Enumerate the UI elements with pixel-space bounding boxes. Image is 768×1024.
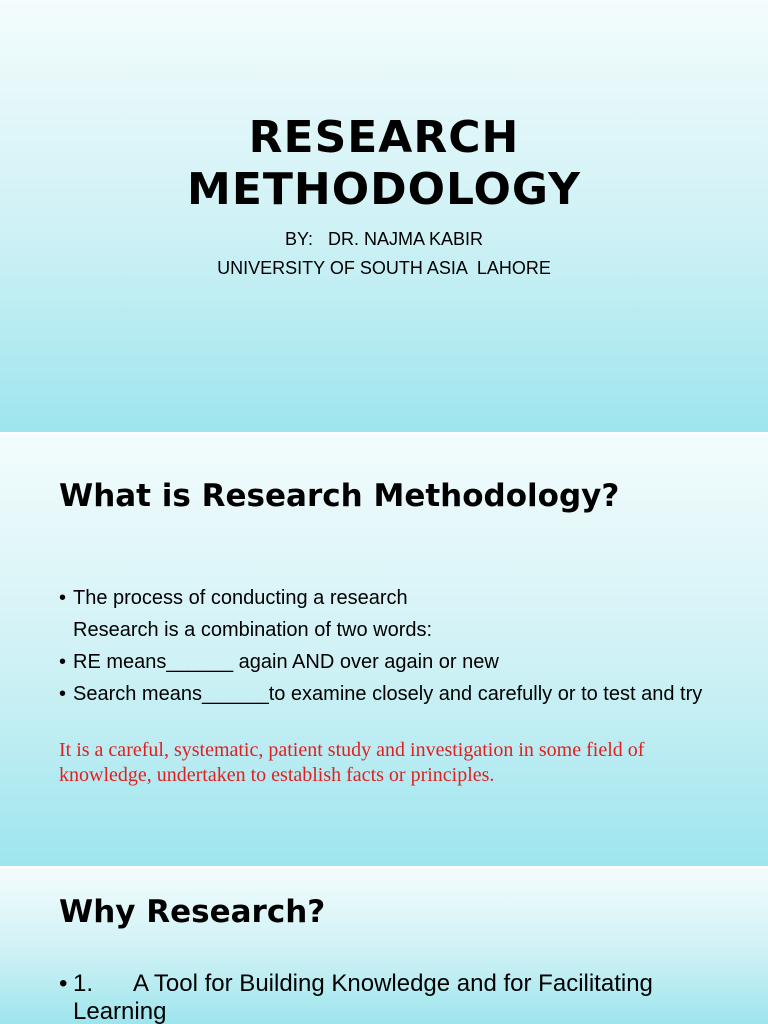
list-item [59,970,719,1024]
slide-heading: Why Research? [59,894,326,930]
bullet-list [59,970,719,1024]
list-item [59,586,719,611]
list-item [59,682,719,707]
list-item-text: Research is a combination of two words: [73,619,433,641]
list-item-text: RE means______ again AND over again or new [73,651,499,673]
bullet-icon: • [59,683,67,705]
list-item-number: 1. [73,970,94,997]
title-line-1: RESEARCH [248,112,520,163]
bullet-list [59,586,719,714]
title-slide [0,0,768,432]
list-item [59,618,719,643]
bullet-icon: • [59,587,67,609]
bullet-icon: • [59,651,67,673]
list-item-text: The process of conducting a research [73,587,408,609]
author-affiliation: UNIVERSITY OF SOUTH ASIA LAHORE [217,258,551,278]
title-line-2: METHODOLOGY [187,164,581,215]
bullet-icon: • [59,970,68,997]
why-research-slide [0,868,768,1024]
definition-slide [0,434,768,866]
author-byline: BY: DR. NAJMA KABIR [284,229,484,249]
definition-text: It is a careful, systematic, patient study and investigation in some field of knowledge, undertaken to establish facts or principles. [59,739,645,786]
list-item [59,650,719,675]
list-item-text: A Tool for Building Knowledge and for Facilitating Learning [73,970,653,1024]
list-item-text: Search means______to examine closely and carefully or to test and try [73,683,703,705]
slide-heading: What is Research Methodology? [59,478,620,514]
slide-title [0,112,768,216]
